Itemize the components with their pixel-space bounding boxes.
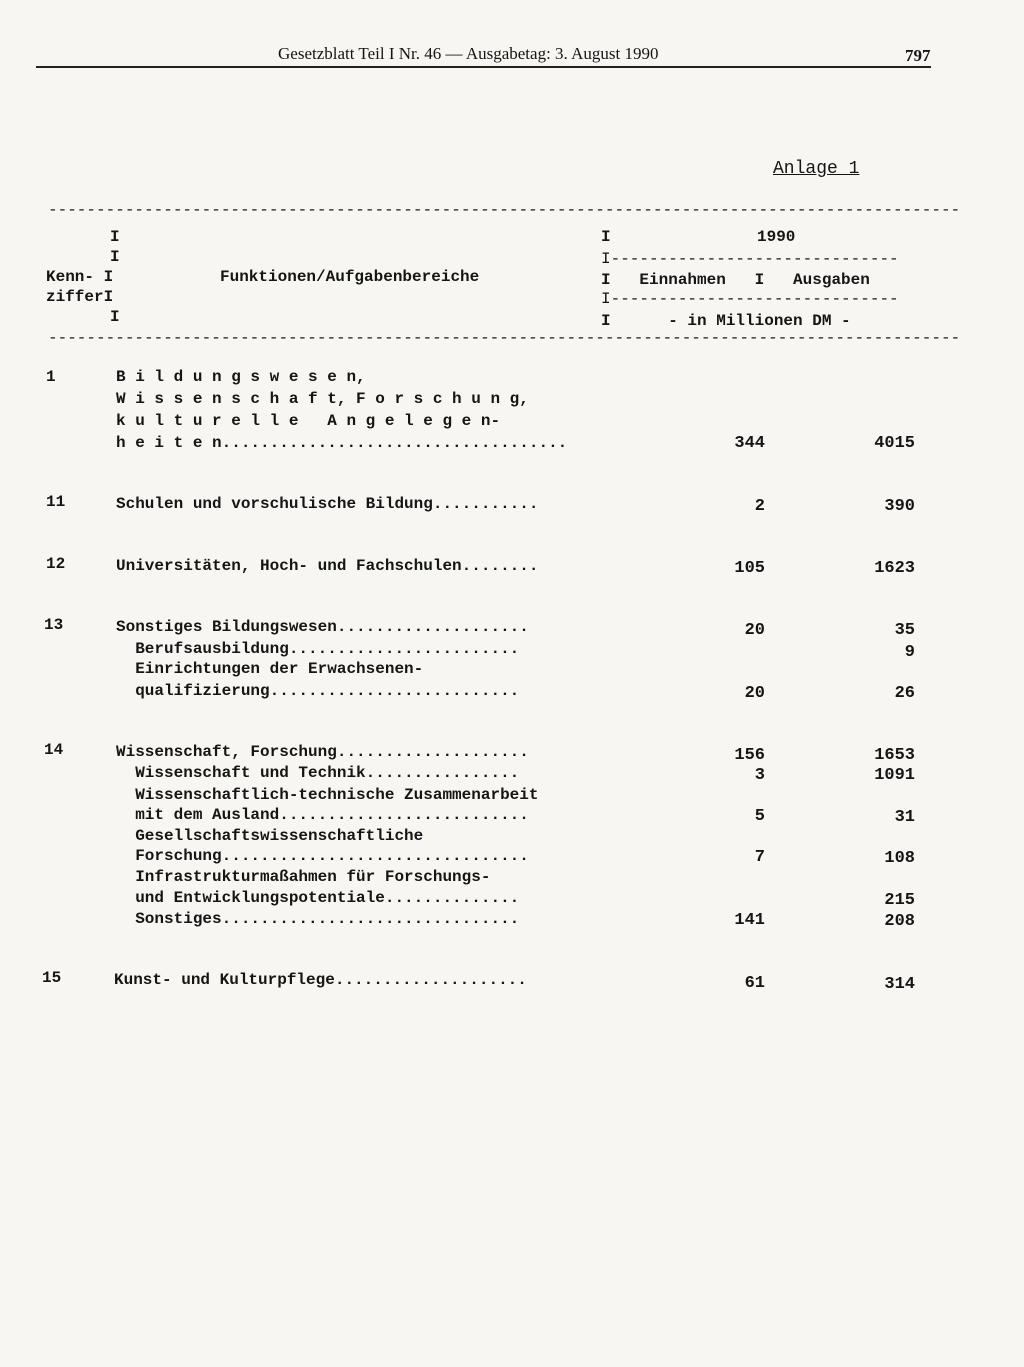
row-label-line: Berufsausbildung........................ [116,640,520,658]
row-label-line: Wissenschaft, Forschung.................... [116,743,529,761]
row-label-line: Einrichtungen der Erwachsenen- [116,660,424,678]
ausgaben-value: 215 [884,891,915,910]
row-code: 1 [46,368,56,386]
row-label-line: Wissenschaft und Technik................ [116,764,520,782]
row-label-line: Schulen und vorschulische Bildung........... [116,495,539,513]
row-label-line: B i l d u n g s w e s e n, [116,368,366,386]
row-code: 15 [42,969,62,987]
einnahmen-value: 156 [734,746,765,765]
ausgaben-value: 108 [884,849,915,868]
unit-label: I - in Millionen DM - [601,312,851,330]
row-label-line: Universitäten, Hoch- und Fachschulen........ [116,557,539,575]
code-col-sep-3: I [110,308,120,326]
row-code: 13 [44,616,64,634]
row-label-line: Wissenschaftlich-technische Zusammenarbeit [116,786,539,804]
page-number: 797 [905,46,931,65]
function-col-header: Funktionen/Aufgabenbereiche [220,268,480,286]
code-col-header-2: zifferI [46,288,114,306]
row-label-line: mit dem Ausland.......................... [116,806,529,824]
einnahmen-value: 141 [734,911,765,930]
row-label-line: Kunst- und Kulturpflege.................... [114,971,527,989]
ausgaben-value: 390 [884,497,915,516]
einnahmen-value: 61 [744,974,765,993]
einnahmen-value: 105 [734,559,765,578]
row-label-line: Gesellschaftswissenschaftliche [116,827,424,845]
code-col-sep-1: I [110,228,120,246]
einnahmen-value: 20 [744,684,765,703]
year-col-sep: I [601,228,611,246]
einnahmen-value: 2 [754,497,765,516]
row-label-line: Sonstiges Bildungswesen.................... [116,618,529,636]
ausgaben-value: 35 [894,621,915,640]
ausgaben-value: 4015 [874,434,915,453]
code-col-sep-2: I [110,248,120,266]
code-col-header: Kenn- I [46,268,114,286]
row-code: 11 [46,493,66,511]
page-header-title: Gesetzblatt Teil I Nr. 46 — Ausgabetag: 3. August 1990 [278,44,659,63]
row-label-line: h e i t e n.................................... [116,434,568,452]
annex-label: Anlage 1 [773,159,860,179]
einnahmen-value: 7 [754,848,765,867]
row-code: 12 [46,555,66,573]
row-label-line: Infrastrukturmaßahmen für Forschungs- [116,868,491,886]
einnahmen-value: 20 [744,621,765,640]
row-label-line: Sonstiges............................... [116,910,520,928]
row-label-line: W i s s e n s c h a f t, F o r s c h u n g, [116,390,529,408]
row-label-line: k u l t u r e l l e A n g e l e g e n- [116,412,501,430]
row-label-line: und Entwicklungspotentiale.............. [116,889,520,907]
ausgaben-value: 314 [884,975,915,994]
ausgaben-value: 1623 [874,559,915,578]
ausgaben-value: 1091 [874,766,915,785]
year-label: 1990 [757,228,796,246]
row-label-line: Forschung................................ [116,847,529,865]
einnahmen-value: 344 [734,434,765,453]
ausgaben-value: 26 [894,684,915,703]
unit-sub-rule: I------------------------------ [601,290,899,308]
table-top-rule: ----------------------------------------------------------------------------------------------- [48,201,961,219]
row-label-line: qualifizierung.......................... [116,682,520,700]
year-sub-rule: I------------------------------ [601,250,899,268]
ausgaben-value: 9 [904,643,915,662]
row-code: 14 [44,741,64,759]
header-rule [36,66,931,68]
einnahmen-value: 5 [754,807,765,826]
income-expense-header: I Einnahmen I Ausgaben [601,271,870,289]
ausgaben-value: 31 [894,808,915,827]
table-header-bottom-rule: ----------------------------------------------------------------------------------------------- [48,329,961,347]
einnahmen-value: 3 [754,766,765,785]
ausgaben-value: 208 [884,912,915,931]
ausgaben-value: 1653 [874,746,915,765]
